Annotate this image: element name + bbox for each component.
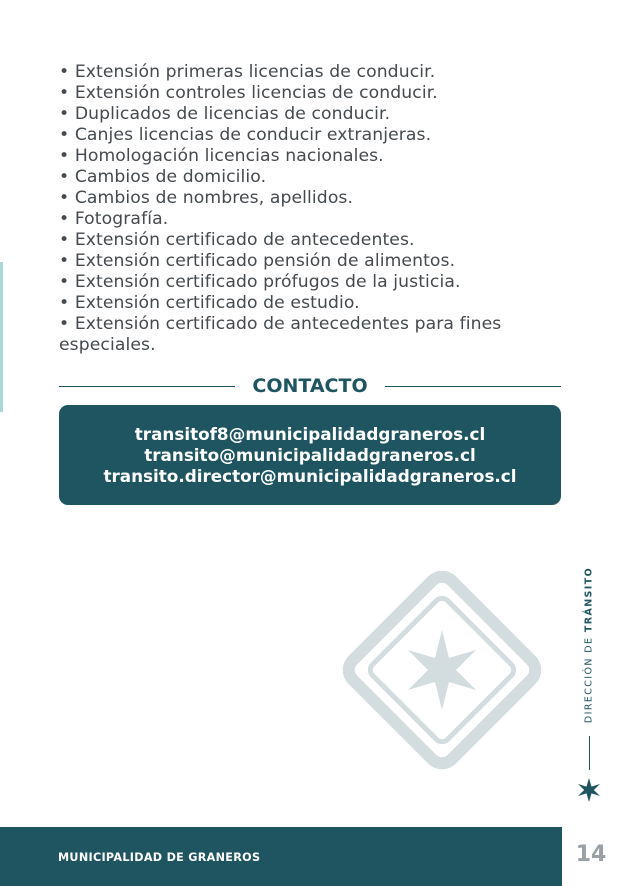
contact-heading	[59, 374, 561, 398]
list-item: • Extensión certificado pensión de alimentos.	[59, 251, 559, 272]
email-link[interactable]: transitof8@municipalidadgraneros.cl	[134, 423, 486, 444]
list-item: • Cambios de domicilio.	[59, 167, 559, 188]
department-label	[584, 567, 595, 723]
department-label-regular: DIRECCIÓN DE	[583, 632, 595, 724]
list-item: • Cambios de nombres, apellidos.	[59, 188, 559, 209]
left-edge-tab	[0, 262, 3, 412]
contact-title: CONTACTO	[252, 375, 368, 397]
side-divider	[589, 736, 590, 770]
star-icon	[577, 777, 601, 803]
list-item: • Extensión certificado prófugos de la justicia.	[59, 272, 559, 293]
list-item: • Extensión certificado de estudio.	[59, 293, 559, 314]
organization-name: MUNICIPALIDAD DE GRANEROS	[58, 851, 261, 864]
email-link[interactable]: transito@municipalidadgraneros.cl	[144, 444, 476, 465]
list-item: • Fotografía.	[59, 209, 559, 230]
footer-bar	[0, 827, 562, 886]
list-item: • Extensión certificado de antecedentes para fines especiales.	[59, 314, 559, 356]
list-item: • Canjes licencias de conducir extranjeras.	[59, 125, 559, 146]
list-item: • Extensión primeras licencias de conducir.	[59, 62, 559, 83]
diamond-star-emblem-icon	[322, 550, 562, 790]
list-item: • Extensión controles licencias de conducir.	[59, 83, 559, 104]
list-item: • Duplicados de licencias de conducir.	[59, 104, 559, 125]
page-number: 14	[575, 842, 607, 867]
list-item: • Extensión certificado de antecedentes.	[59, 230, 559, 251]
divider-right	[385, 386, 561, 387]
department-label-bold: TRÁNSITO	[583, 566, 595, 633]
contact-box	[59, 405, 561, 505]
list-item: • Homologación licencias nacionales.	[59, 146, 559, 167]
email-link[interactable]: transito.director@municipalidadgraneros.cl	[103, 465, 517, 486]
services-list	[59, 62, 559, 356]
